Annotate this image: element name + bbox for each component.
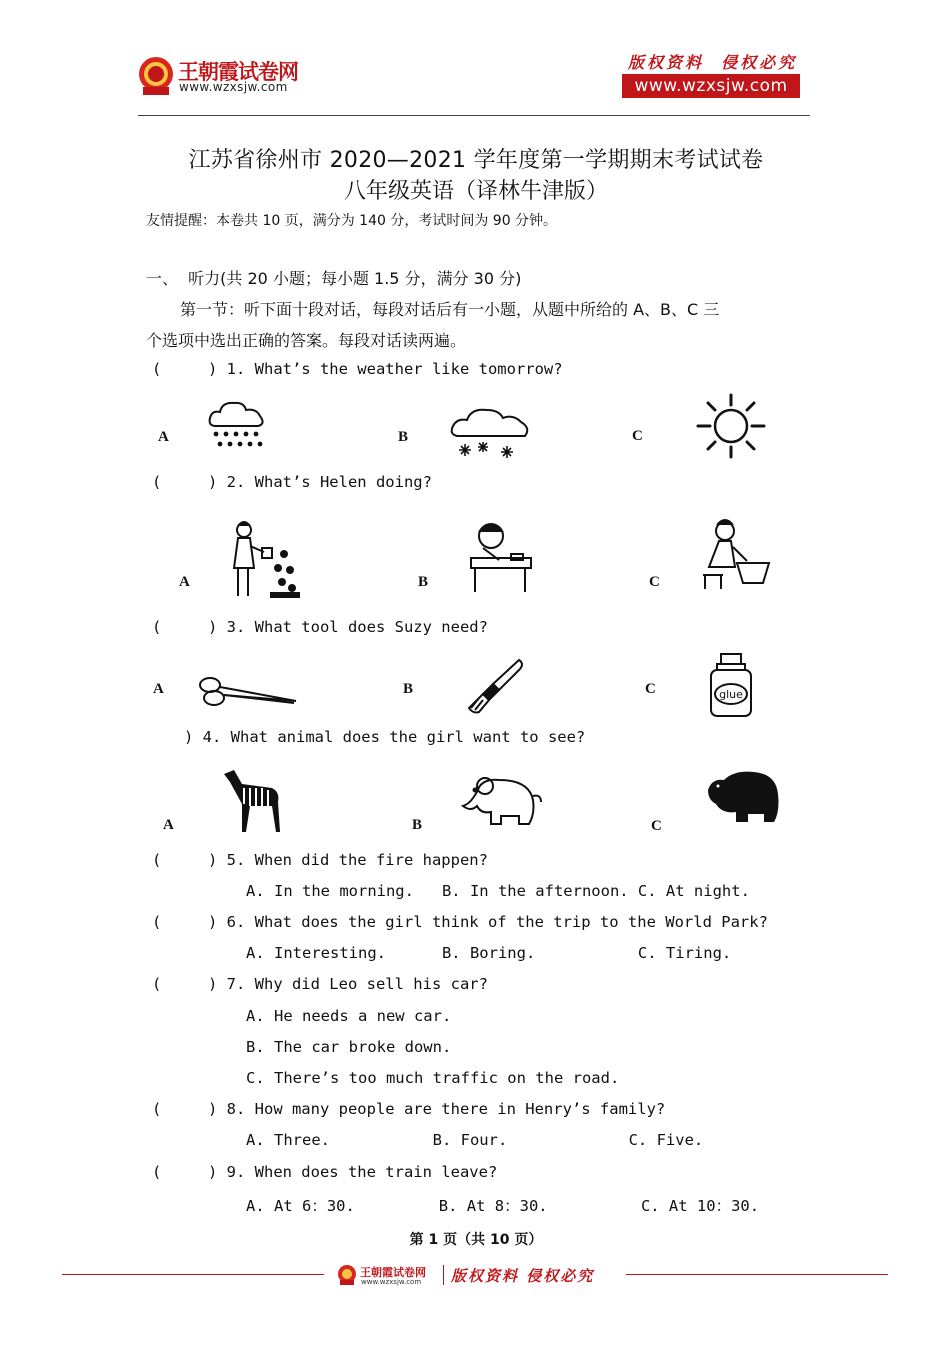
elephant-icon [455,772,543,834]
copyright-text: 版权资料 侵权必究 [628,53,798,72]
snow-cloud-icon [449,404,533,464]
bear-icon [704,768,780,824]
option-c-label: C [632,428,643,444]
footer-logo-icon [337,1264,357,1286]
page-title: 江苏省徐州市 2020—2021 学年度第一学期期末考试试卷 [188,148,764,173]
scissors-icon [198,675,300,707]
option-a-label: A [163,817,174,833]
question-7-option-c: C. There’s too much traffic on the road. [246,1069,620,1087]
girl-watering-plants-icon [224,518,304,602]
sun-icon [696,393,766,459]
question-3: ( ) 3. What tool does Suzy need? [152,618,488,636]
girl-washing-clothes-icon [697,515,773,597]
question-1: ( ) 1. What’s the weather like tomorrow? [152,360,563,378]
page-subtitle: 八年级英语（译林牛津版） [343,179,608,204]
question-7-option-a: A. He needs a new car. [246,1007,452,1025]
option-a-label: A [179,574,190,590]
header-divider [138,115,810,116]
footer-brand-url: www.wzxsjw.com [361,1278,422,1286]
question-5-options: A. In the morning. B. In the afternoon. C. At night. [246,882,750,900]
rain-cloud-icon [206,398,268,452]
section-intro-line1: 第一节：听下面十段对话，每段对话后有一小题，从题中所给的 A、B、C 三 [180,300,720,319]
question-6: ( ) 6. What does the girl think of the trip to the World Park? [152,913,768,931]
footer-brand-name: 王朝霞试卷网 [360,1266,426,1279]
question-7: ( ) 7. Why did Leo sell his car? [152,975,488,993]
section-intro-line2: 个选项中选出正确的答案。每段对话读两遍。 [146,331,467,350]
header [0,0,952,120]
page-number: 第 1 页（共 10 页） [409,1232,543,1248]
question-7-option-b: B. The car broke down. [246,1038,452,1056]
brand-url: www.wzxsjw.com [179,80,288,94]
option-c-label: C [651,818,662,834]
option-b-label: B [403,681,414,697]
question-8-options: A. Three. B. Four. C. Five. [246,1131,704,1149]
option-a-label: A [158,429,169,445]
brand-logo-icon [137,55,175,97]
question-2: ( ) 2. What’s Helen doing? [152,473,432,491]
copyright-url: www.wzxsjw.com [634,76,788,96]
footer-copyright: 版权资料 侵权必究 [451,1267,595,1285]
option-a-label: A [153,681,164,697]
question-5: ( ) 5. When did the fire happen? [152,851,488,869]
exam-note: 友情提醒：本卷共 10 页，满分为 140 分，考试时间为 90 分钟。 [146,213,558,229]
glue-bottle-icon [707,650,771,720]
option-c-label: C [649,574,660,590]
boy-drawing-icon [465,518,547,602]
section-heading: 一、 听力(共 20 小题；每小题 1.5 分，满分 30 分) [146,269,522,288]
footer-line-right [626,1274,888,1275]
brand-name: 王朝霞试卷网 [178,60,298,84]
option-b-label: B [398,429,409,445]
option-c-label: C [645,681,656,697]
question-9-options: A. At 6：30. B. At 8：30. C. At 10：30. [246,1197,760,1215]
question-6-options: A. Interesting. B. Boring. C. Tiring. [246,944,732,962]
footer-divider [443,1265,444,1285]
question-4: ) 4. What animal does the girl want to see? [184,728,586,746]
question-9: ( ) 9. When does the train leave? [152,1163,498,1181]
option-b-label: B [412,817,423,833]
option-b-label: B [418,574,429,590]
zebra-icon [220,768,284,836]
copyright-url-banner [622,74,800,98]
paintbrush-icon [467,656,525,714]
footer-line-left [62,1274,324,1275]
glue-label: glue [719,688,743,701]
question-8: ( ) 8. How many people are there in Henry’s family? [152,1100,666,1118]
